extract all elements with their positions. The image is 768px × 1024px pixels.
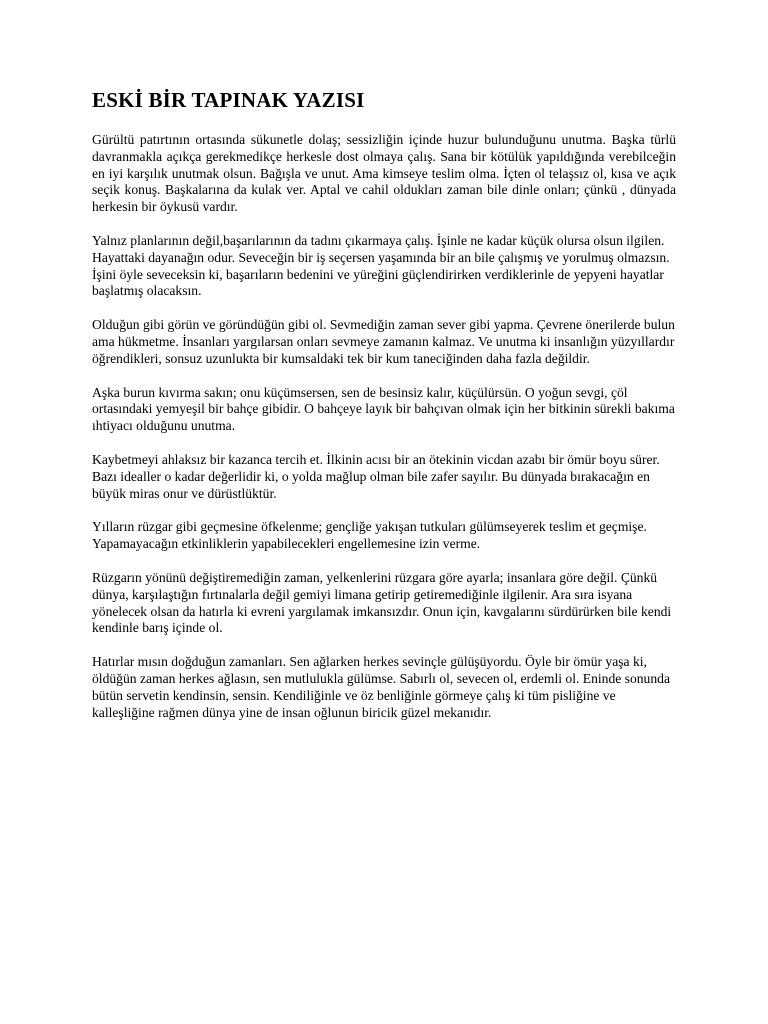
paragraph-6: Yılların rüzgar gibi geçmesine öfkelenme; gençliğe yakışan tutkuları gülümseyerek teslim et geçmişe. Yapamayacağın etkinliklerin yapabilecekleri engellemesine izin verme. xyxy=(92,519,647,552)
paragraph-8: Hatırlar mısın doğduğun zamanları. Sen ağlarken herkes sevinçle gülüşüyordu. Öyle bir ömür yaşa ki, öldüğün zaman herkes ağlasın, sen mutlulukla gülümse. Sabırlı ol, sevecen ol, erdemli ol. Eninde sonunda bütün servetin kendinsin, sensin. Kendiliğinle ve öz benliğinle görmeye çalış ki tüm pisliğine ve kalleşliğine rağmen dünya yine de insan oğlunun biricik güzel mekanıdır. xyxy=(92,654,670,720)
paragraph-5: Kaybetmeyi ahlaksız bir kazanca tercih et. İlkinin acısı bir an ötekinin vicdan azabı bir ömür boyu sürer. Bazı idealler o kadar değerlidir ki, o yolda mağlup olman bile zafer sayılır. Bu dünyada bırakacağın en büyük miras onur ve dürüstlüktür. xyxy=(92,451,660,501)
paragraph-1: Gürültü patırtının ortasında sükunetle dolaş; sessizliğin içinde huzur bulunduğunu unutma. Başka türlü davranmakla açıkça gerekmedikçe herkesle dost olmaya çalış. Sana bir kötülük yapıldığında verebilceğin en iyi karşılık unutmak olsun. Bağışla ve unut. Ama kimseye teslim olma. İçten ol telaşsız ol, kısa ve açık seçik konuş. Başkalarına da kulak ver. Aptal ve cahil oldukları zaman bile dinle onları; çünkü , dünyada herkesin bir öykusü vardır. xyxy=(92,132,676,215)
document-title: ESKİ BİR TAPINAK YAZISI xyxy=(92,88,365,112)
document-body xyxy=(92,86,676,738)
paragraph-4: Aşka burun kıvırma sakın; onu küçümsersen, sen de besinsiz kalır, küçülürsün. O yoğun sevgi, çöl ortasındaki yemyeşil bir bahçe gibidir. O bahçeye layık bir bahçıvan olmak için her bitkinin sürekli bakıma ıhtiyacı olduğunu unutma. xyxy=(92,384,675,434)
paragraph-2: Yalnız planlarının değil,başarılarının da tadını çıkarmaya çalış. İşinle ne kadar küçük olursa olsun ilgilen. Hayattaki dayanağın odur. Seveceğin bir iş seçersen yaşamında bir an bile çalışmış ve yorulmuş olmazsın. İşini öyle seveceksin ki, başarıların bedenini ve yüreğini güçlendirirken verdiklerinle de yepyeni hayatlar başlatmış olacaksın. xyxy=(92,232,670,299)
paragraph-7: Rüzgarın yönünü değiştiremediğin zaman, yelkenlerini rüzgara göre ayarla; insanlara göre değil. Çünkü dünya, karşılaştığın fırtınalarla değil gemiyi limana getirip getiremediğinle ilgilenir. Ara sıra isyana yönelecek olsan da hatırla ki evreni yargılamak imkansızdır. Onun için, kavgalarını sürdürürken bile kendi kendinle barış içinde ol. xyxy=(92,569,672,636)
paragraph-3: Olduğun gibi görün ve göründüğün gibi ol. Sevmediğin zaman sever gibi yapma. Çevrene önerilerde bulun ama hükmetme. İnsanları yargılarsan onları sevmeye zamanın kalmaz. Ve unutma ki insanlığın yüzyıllardır öğrendikleri, sonsuz uzunlukta bir kumsaldaki tek bir kum taneciğinden daha fazla değildir. xyxy=(92,317,675,366)
